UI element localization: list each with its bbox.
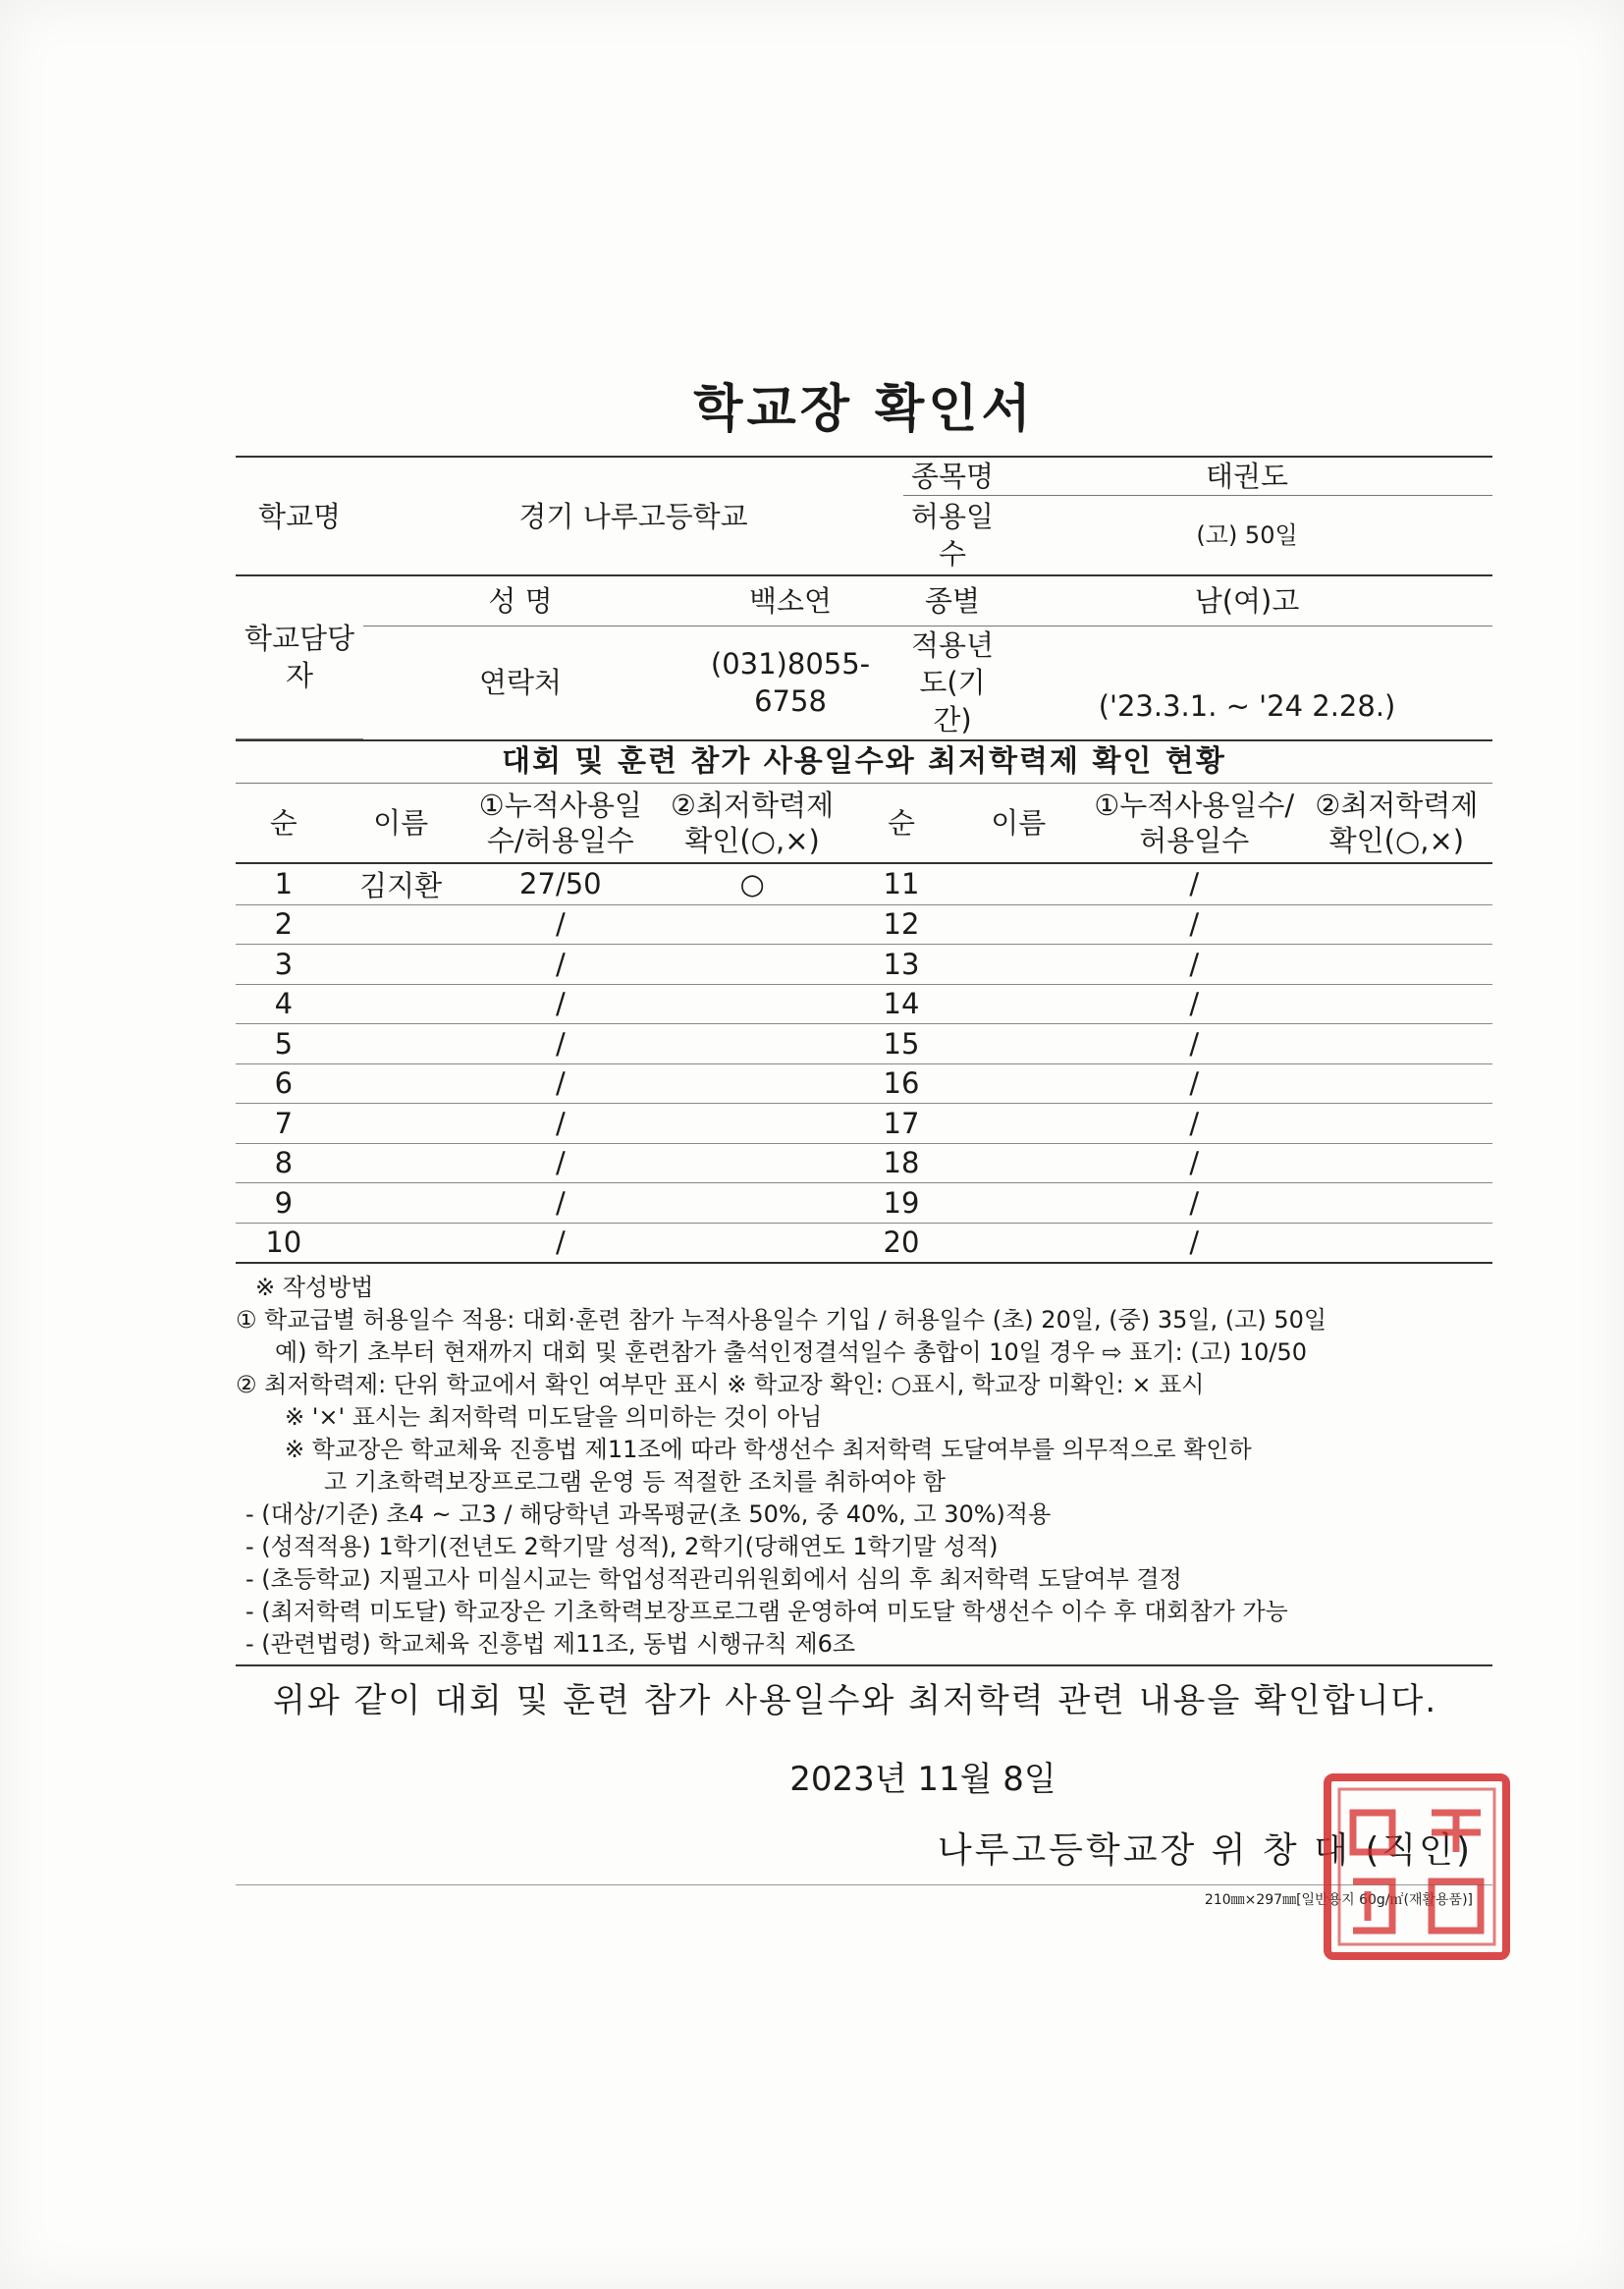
table-row bbox=[236, 1143, 1492, 1183]
cell-days: / bbox=[470, 1183, 651, 1224]
table-row bbox=[236, 945, 1492, 985]
cell-days: / bbox=[470, 945, 651, 985]
cell-days: / bbox=[1088, 1063, 1301, 1104]
cell-days: / bbox=[1088, 1223, 1301, 1263]
cell-name bbox=[949, 1183, 1088, 1224]
cell-check bbox=[1301, 945, 1492, 985]
cell-name bbox=[332, 945, 470, 985]
cell-no: 5 bbox=[236, 1024, 332, 1064]
cell-check bbox=[651, 1183, 853, 1224]
name-label: 성 명 bbox=[363, 575, 677, 627]
school-label: 학교명 bbox=[236, 457, 363, 575]
cell-days: / bbox=[1088, 984, 1301, 1024]
guide-item-2-note-b-cont: 고 기초학력보장프로그램 운영 등 적절한 조치를 취하여야 함 bbox=[324, 1468, 947, 1496]
table-row bbox=[236, 1223, 1492, 1263]
cell-check bbox=[1301, 1183, 1492, 1224]
cell-check bbox=[1301, 863, 1492, 905]
issue-date: 2023년 11월 8일 bbox=[789, 1760, 1056, 1799]
header-order: 순 bbox=[236, 784, 332, 863]
cell-check bbox=[651, 945, 853, 985]
cell-days: / bbox=[470, 1143, 651, 1183]
cell-days: 27/50 bbox=[470, 863, 651, 905]
cell-check bbox=[1301, 1143, 1492, 1183]
guide-item-2: ② 최저학력제: 단위 학교에서 확인 여부만 표시 ※ 학교장 확인: ○표시, 학교장 미확인: × 표시 bbox=[236, 1371, 1205, 1398]
cell-name bbox=[332, 1223, 470, 1263]
sport-label: 종목명 bbox=[903, 457, 1001, 496]
cell-check bbox=[1301, 1223, 1492, 1263]
cell-days: / bbox=[1088, 1183, 1301, 1224]
manager-name: 백소연 bbox=[677, 575, 903, 627]
table-row bbox=[236, 904, 1492, 945]
cell-check bbox=[651, 984, 853, 1024]
cell-no: 6 bbox=[236, 1063, 332, 1104]
confirmation-text: 위와 같이 대회 및 훈련 참가 사용일수와 최저학력 관련 내용을 확인합니다. bbox=[236, 1664, 1492, 1729]
participation-rows bbox=[236, 863, 1492, 1264]
document-title: 학교장 확인서 bbox=[693, 380, 1035, 439]
cell-name bbox=[332, 984, 470, 1024]
cell-name bbox=[949, 904, 1088, 945]
cell-days: / bbox=[470, 904, 651, 945]
header-check: ②최저학력제 확인(○,×) bbox=[651, 784, 853, 863]
cell-check bbox=[1301, 1104, 1492, 1144]
table-row bbox=[236, 1024, 1492, 1064]
cell-no: 8 bbox=[236, 1143, 332, 1183]
cell-days: / bbox=[1088, 1104, 1301, 1144]
cell-check bbox=[1301, 904, 1492, 945]
cell-days: / bbox=[470, 1024, 651, 1064]
cell-check bbox=[651, 1024, 853, 1064]
cell-days: / bbox=[1088, 1143, 1301, 1183]
cell-no: 13 bbox=[853, 945, 949, 985]
cell-days: / bbox=[1088, 945, 1301, 985]
cell-name bbox=[949, 984, 1088, 1024]
table-row bbox=[236, 1183, 1492, 1224]
guide-heading: ※ 작성방법 bbox=[255, 1274, 374, 1301]
cell-no: 20 bbox=[853, 1223, 949, 1263]
cell-no: 14 bbox=[853, 984, 949, 1024]
cell-no: 4 bbox=[236, 984, 332, 1024]
period-label: 적용년도(기간) bbox=[911, 628, 995, 736]
gender-label: 종별 bbox=[903, 575, 1001, 627]
header-days: ①누적사용일수/허용일수 bbox=[470, 784, 651, 863]
bottom-rule bbox=[236, 1884, 1492, 1885]
cell-check bbox=[1301, 1024, 1492, 1064]
guide-detail-3: - (초등학교) 지필고사 미실시교는 학업성적관리위원회에서 심의 후 최저학력 도달여부 결정 bbox=[245, 1565, 1182, 1593]
cell-check: ○ bbox=[651, 863, 853, 905]
cell-no: 11 bbox=[853, 863, 949, 905]
cell-check bbox=[651, 1223, 853, 1263]
header-name: 이름 bbox=[949, 784, 1088, 863]
contact-label: 연락처 bbox=[478, 666, 563, 699]
table-row bbox=[236, 984, 1492, 1024]
guide-detail-5: - (관련법령) 학교체육 진흥법 제11조, 동법 시행규칙 제6조 bbox=[245, 1630, 856, 1658]
cell-check bbox=[651, 1104, 853, 1144]
cell-no: 3 bbox=[236, 945, 332, 985]
principal-signature: 나루고등학교장 위 창 대 (직인) bbox=[937, 1830, 1473, 1871]
table-row bbox=[236, 863, 1492, 905]
cell-check bbox=[1301, 984, 1492, 1024]
cell-days: / bbox=[470, 1104, 651, 1144]
table-row bbox=[236, 1104, 1492, 1144]
guide-item-2-note-a: ※ '×' 표시는 최저학력 미도달을 의미하는 것이 아님 bbox=[285, 1403, 823, 1431]
header-days: ①누적사용일수/허용일수 bbox=[1088, 784, 1301, 863]
guide-detail-2: - (성적적용) 1학기(전년도 2학기말 성적), 2학기(당해연도 1학기말 성적) bbox=[245, 1533, 999, 1560]
cell-name bbox=[332, 1063, 470, 1104]
info-table bbox=[236, 456, 1492, 739]
cell-days: / bbox=[1088, 1024, 1301, 1064]
sport-value: 태권도 bbox=[1001, 457, 1492, 496]
cell-check bbox=[651, 1063, 853, 1104]
section-title: 대회 및 훈련 참가 사용일수와 최저학력제 확인 현황 bbox=[236, 739, 1492, 784]
cell-days: / bbox=[1088, 863, 1301, 905]
cell-name: 김지환 bbox=[332, 863, 470, 905]
cell-name bbox=[949, 863, 1088, 905]
cell-days: / bbox=[1088, 904, 1301, 945]
cell-check bbox=[1301, 1063, 1492, 1104]
cell-days: / bbox=[470, 1063, 651, 1104]
period-value: ('23.3.1. ~ '24 2.28.) bbox=[1098, 689, 1396, 723]
cell-name bbox=[949, 945, 1088, 985]
guide-item-2-note-b: ※ 학교장은 학교체육 진흥법 제11조에 따라 학생선수 최저학력 도달여부를 의무적으로 확인하 bbox=[285, 1436, 1252, 1463]
cell-no: 18 bbox=[853, 1143, 949, 1183]
cell-name bbox=[332, 1024, 470, 1064]
cell-no: 17 bbox=[853, 1104, 949, 1144]
header-name: 이름 bbox=[332, 784, 470, 863]
cell-no: 16 bbox=[853, 1063, 949, 1104]
cell-name bbox=[332, 904, 470, 945]
cell-no: 9 bbox=[236, 1183, 332, 1224]
contact-value: (031)8055-6758 bbox=[710, 647, 871, 718]
guide-item-1-example: 예) 학기 초부터 현재까지 대회 및 훈련참가 출석인정결석일수 총합이 10일 경우 ⇨ 표기: (고) 10/50 bbox=[275, 1338, 1308, 1366]
cell-no: 19 bbox=[853, 1183, 949, 1224]
cell-days: / bbox=[470, 984, 651, 1024]
school-name: 경기 나루고등학교 bbox=[363, 457, 903, 575]
cell-check bbox=[651, 1143, 853, 1183]
cell-no: 12 bbox=[853, 904, 949, 945]
allowed-label: 허용일수 bbox=[903, 496, 1001, 576]
cell-name bbox=[949, 1143, 1088, 1183]
cell-name bbox=[332, 1183, 470, 1224]
header-order: 순 bbox=[853, 784, 949, 863]
guide-detail-1: - (대상/기준) 초4 ~ 고3 / 해당학년 과목평균(초 50%, 중 40%, 고 30%)적용 bbox=[245, 1500, 1052, 1528]
paper-spec: 210㎜×297㎜[일반용지 60g/㎡(재활용품)] bbox=[1204, 1892, 1473, 1908]
certificate-document bbox=[236, 373, 1492, 1909]
guide-detail-4: - (최저학력 미도달) 학교장은 기초학력보장프로그램 운영하여 미도달 학생선수 이수 후 대회참가 가능 bbox=[245, 1598, 1288, 1625]
cell-no: 2 bbox=[236, 904, 332, 945]
cell-no: 10 bbox=[236, 1223, 332, 1263]
participation-table bbox=[236, 784, 1492, 1265]
gender-value: 남(여)고 bbox=[1001, 575, 1492, 627]
cell-name bbox=[949, 1024, 1088, 1064]
allowed-value: (고) 50일 bbox=[1001, 496, 1492, 576]
table-row bbox=[236, 1063, 1492, 1104]
cell-days: / bbox=[470, 1223, 651, 1263]
cell-no: 7 bbox=[236, 1104, 332, 1144]
guide-item-1: ① 학교급별 허용일수 적용: 대회·훈련 참가 누적사용일수 기입 / 허용일수 (초) 20일, (중) 35일, (고) 50일 bbox=[236, 1306, 1327, 1334]
writing-guide bbox=[236, 1272, 1492, 1661]
cell-name bbox=[332, 1104, 470, 1144]
cell-no: 15 bbox=[853, 1024, 949, 1064]
cell-check bbox=[651, 904, 853, 945]
cell-name bbox=[332, 1143, 470, 1183]
cell-no: 1 bbox=[236, 863, 332, 905]
cell-name bbox=[949, 1104, 1088, 1144]
cell-name bbox=[949, 1223, 1088, 1263]
manager-label: 학교담당자 bbox=[236, 575, 363, 738]
cell-name bbox=[949, 1063, 1088, 1104]
header-check: ②최저학력제 확인(○,×) bbox=[1301, 784, 1492, 863]
